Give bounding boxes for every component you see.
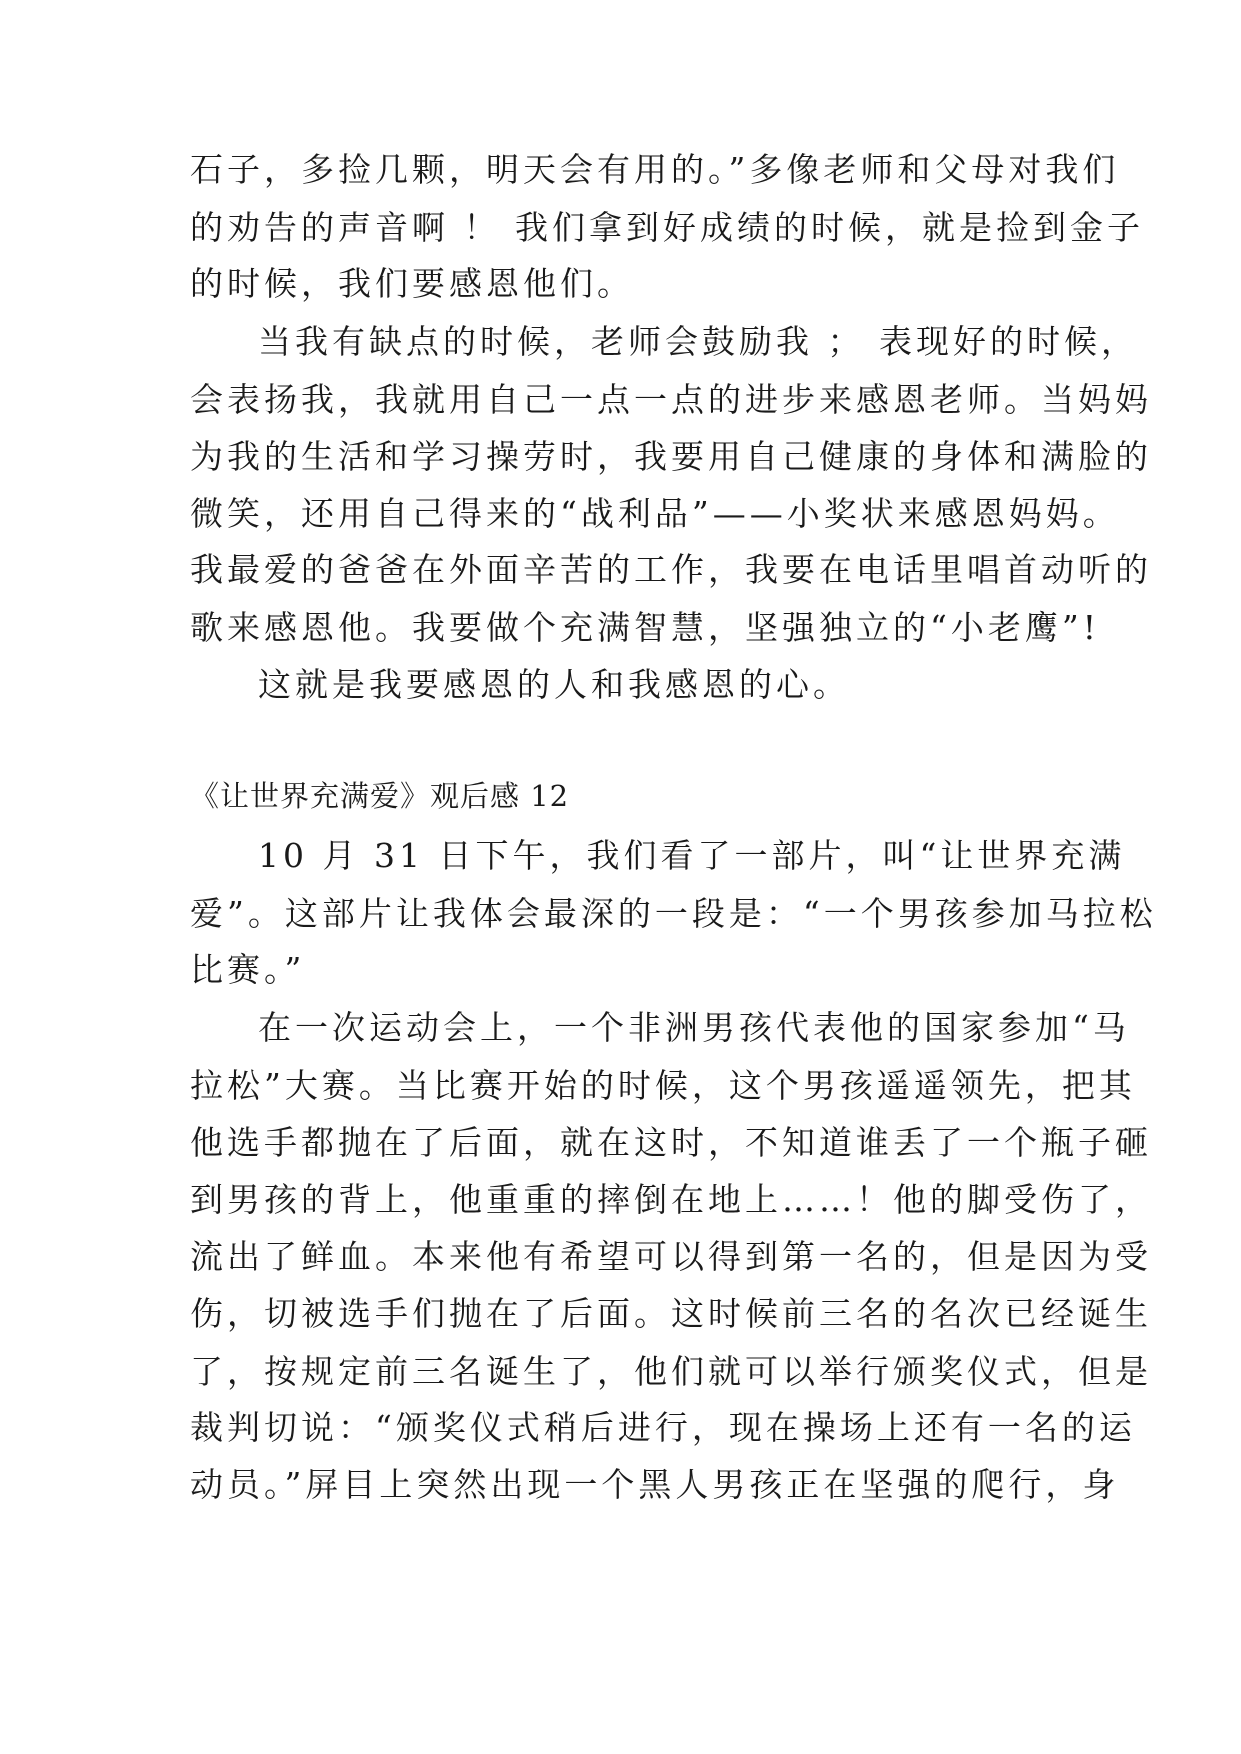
- text-line: 动员。”屏目上突然出现一个黑人男孩正在坚强的爬行，身: [190, 1465, 1120, 1504]
- text-line: 在一次运动会上，一个非洲男孩代表他的国家参加“马: [258, 1008, 1130, 1047]
- text-line: 拉松”大赛。当比赛开始的时候，这个男孩遥遥领先，把其: [190, 1066, 1136, 1105]
- text-line: 我最爱的爸爸在外面辛苦的工作，我要在电话里唱首动听的: [190, 550, 1152, 589]
- text-line: 比赛。”: [190, 950, 306, 989]
- text-line: 当我有缺点的时候，老师会鼓励我 ； 表现好的时候，: [258, 322, 1138, 361]
- text-line: 的劝告的声音啊 ！ 我们拿到好成绩的时候，就是捡到金子: [190, 208, 1144, 247]
- text-line: 到男孩的背上，他重重的摔倒在地上……！他的脚受伤了，: [190, 1180, 1152, 1219]
- text-line: 歌来感恩他。我要做个充满智慧，坚强独立的“小老鹰”!: [190, 608, 1101, 647]
- text-line: 的时候，我们要感恩他们。: [190, 264, 634, 303]
- text-line: 裁判切说：“颁奖仪式稍后进行，现在操场上还有一名的运: [190, 1408, 1136, 1447]
- text-line: 微笑，还用自己得来的“战利品”——小奖状来感恩妈妈。: [190, 494, 1120, 533]
- text-line: 他选手都抛在了后面，就在这时，不知道谁丢了一个瓶子砸: [190, 1123, 1152, 1162]
- text-line: 这就是我要感恩的人和我感恩的心。: [258, 665, 850, 704]
- text-line: 10 月 31 日下午，我们看了一部片，叫“让世界充满: [258, 836, 1126, 875]
- text-line: 流出了鲜血。本来他有希望可以得到第一名的，但是因为受: [190, 1237, 1152, 1276]
- text-line: 伤，切被选手们抛在了后面。这时候前三名的名次已经诞生: [190, 1294, 1152, 1333]
- text-line: 爱”。这部片让我体会最深的一段是：“一个男孩参加马拉松: [190, 894, 1157, 933]
- text-line: 为我的生活和学习操劳时，我要用自己健康的身体和满脸的: [190, 437, 1152, 476]
- section-title: 《让世界充满爱》观后感 12: [190, 779, 570, 813]
- text-line: 石子，多捡几颗，明天会有用的。”多像老师和父母对我们: [190, 150, 1120, 189]
- text-line: 会表扬我，我就用自己一点一点的进步来感恩老师。当妈妈: [190, 380, 1152, 419]
- text-line: 了，按规定前三名诞生了，他们就可以举行颁奖仪式，但是: [190, 1352, 1152, 1391]
